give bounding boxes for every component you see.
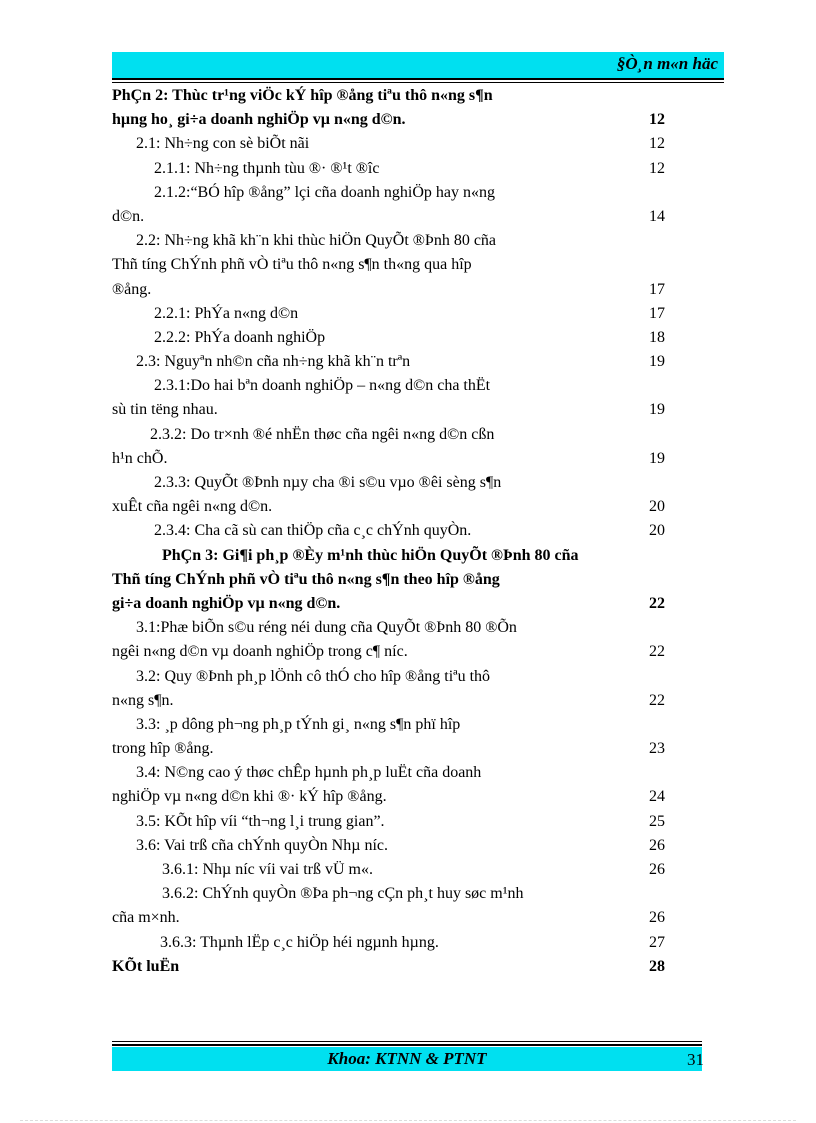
toc-entry-text: n«ng s¶n. [112,691,174,709]
toc-entry [112,592,712,616]
toc-entry-text: trong hîp ®ång. [112,740,214,758]
toc-entry [112,205,712,229]
toc-entry [112,302,712,326]
toc-entry-text: gi÷a doanh nghiÖp vµ n«ng d©n. [112,594,341,612]
toc-entry-text: KÕt luËn [112,957,180,975]
toc-entry [112,761,712,785]
toc-entry [112,931,712,955]
toc-entry-text: 2.1: Nh÷ng con sè biÕt nãi [136,135,310,153]
toc-entry-page: 20 [649,498,665,516]
toc-entry [112,374,712,398]
header-rule [112,78,724,80]
toc-entry-page: 14 [649,207,665,225]
toc-entry-page: 22 [649,594,665,612]
toc-entry [112,640,712,664]
toc-entry [112,568,712,592]
toc-entry-text: 2.3.1:Do hai bªn doanh nghiÖp – n«ng d©n cha thËt [154,377,491,395]
toc-entry-page: 26 [649,836,665,854]
toc-entry [112,665,712,689]
toc-entry-page: 20 [649,522,665,540]
toc-entry-text: xuÊt cña ngêi n«ng d©n. [112,498,273,516]
toc-entry [112,858,712,882]
page-number: 31 [687,1050,704,1069]
toc-entry-text: 2.2: Nh÷ng khã kh¨n khi thùc hiÖn QuyÕt ®Þnh 80 cña [136,232,497,250]
toc-entry-text: 3.3: ¸p dông ph¬ng ph¸p tÝnh gi¸ n«ng s¶n phï hîp [136,715,461,733]
toc-entry-text: 2.1.2:“BÓ hîp ®ång” lçi cña doanh nghiÖp hay n«ng [154,183,495,201]
page-edge-divider [20,1120,796,1121]
toc-entry-text: hµng ho¸ gi÷a doanh nghiÖp vµ n«ng d©n. [112,111,406,129]
toc-entry-text: PhÇn 3: Gi¶i ph¸p ®Èy m¹nh thùc hiÖn QuyÕt ®Þnh 80 cña [162,546,579,564]
toc-entry-page: 26 [649,909,665,927]
toc-entry-page: 19 [649,449,665,467]
toc-entry [112,810,712,834]
toc-entry-page: 19 [649,353,665,371]
toc-entry [112,326,712,350]
toc-entry-page: 22 [649,643,665,661]
toc-entry [112,737,712,761]
toc-entry-page: 17 [649,304,665,322]
toc-entry [112,108,712,132]
toc-entry-text: 3.6.1: Nhµ níc víi vai trß vÜ m«. [162,861,373,878]
toc-entry-text: 3.6.3: Thµnh lËp c¸c hiÖp héi ngµnh hµng. [160,933,439,951]
toc-entry-text: PhÇn 2: Thùc tr¹ng viÖc kÝ hîp ®ång tiªu thô n«ng s¶n [112,87,493,104]
toc-entry-text: 3.6.2: ChÝnh quyÒn ®Þa ph¬ng cÇn ph¸t huy søc m¹nh [162,885,524,903]
toc-entry [112,229,712,253]
toc-entry [112,689,712,713]
toc-entry-page: 26 [649,861,665,878]
toc-entry-text: cña m×nh. [112,909,180,927]
toc-entry [112,157,712,181]
toc-entry [112,471,712,495]
toc-entry-text: d©n. [112,207,145,225]
toc-entry [112,84,712,108]
toc-entry [112,834,712,858]
toc-entry-page: 12 [649,159,665,177]
toc-entry-text: 2.3: Nguyªn nh©n cña nh÷ng khã kh¨n trªn [136,353,411,371]
header-band [112,52,724,78]
toc-entry-text: ngêi n«ng d©n vµ doanh nghiÖp trong c¶ níc. [112,643,408,661]
toc-entry-page: 27 [649,933,665,951]
toc-entry-text: 3.4: N©ng cao ý thøc chÊp hµnh ph¸p luËt cña doanh [136,764,482,782]
toc-entry-page: 23 [649,740,665,758]
toc-entry [112,906,712,930]
toc-entry [112,253,712,277]
header-rule-thin [112,82,724,83]
toc-entry [112,398,712,422]
toc-entry-page: 12 [649,135,665,153]
toc-entry [112,132,712,156]
toc-entry [112,423,712,447]
toc-entry [112,616,712,640]
toc-entry-text: 2.1.1: Nh÷ng thµnh tùu ®· ®¹t ®îc [154,159,380,177]
toc-entry [112,955,712,979]
toc-entry-page: 22 [649,691,665,709]
toc-entry-text: ®ång. [112,280,152,298]
footer-department: Khoa: KTNN & PTNT [327,1049,487,1068]
toc-entry-page: 19 [649,401,665,419]
toc-entry-text: 2.2.1: PhÝa n«ng d©n [154,304,299,322]
toc-entry-text: Thñ tíng ChÝnh phñ vÒ tiªu thô n«ng s¶n th«ng qua hîp [112,256,472,274]
toc-entry [112,882,712,906]
toc-entry-text: 2.3.3: QuyÕt ®Þnh nµy cha ®i s©u vµo ®êi sèng s¶n [154,474,502,491]
toc-entry-text: 3.2: Quy ®Þnh ph¸p lÖnh cô thÓ cho hîp ®ång tiªu thô [136,667,491,685]
toc-entry-text: h¹n chÕ. [112,449,168,467]
toc-entry [112,447,712,471]
toc-entry-page: 12 [649,111,665,129]
toc-entry-text: sù tin tëng nhau. [112,401,218,419]
toc-entry-text: 3.5: KÕt hîp víi “th¬ng l¸i trung gian”. [136,812,385,830]
toc-entry [112,785,712,809]
toc-entry-text: 2.2.2: PhÝa doanh nghiÖp [154,328,326,346]
toc-entry-text: 2.3.4: Cha cã sù can thiÖp cña c¸c chÝnh quyÒn. [154,522,472,540]
toc-entry-text: 2.3.2: Do tr×nh ®é nhËn thøc cña ngêi n«ng d©n cßn [150,425,495,443]
toc-entry-page: 18 [649,328,665,346]
footer-band [112,1047,702,1071]
toc-entry-page: 28 [649,957,665,975]
toc-entry [112,519,712,543]
toc-entry-text: 3.1:Phæ biÕn s©u réng néi dung cña QuyÕt ®Þnh 80 ®Õn [136,619,517,637]
toc-entry-text: nghiÖp vµ n«ng d©n khi ®· kÝ hîp ®ång. [112,788,387,806]
toc-entry [112,495,712,519]
table-of-contents [112,84,712,979]
toc-entry [112,278,712,302]
footer-rule-thin [112,1041,702,1042]
toc-entry [112,350,712,374]
toc-entry-page: 25 [649,812,665,830]
toc-entry [112,181,712,205]
toc-entry-text: 3.6: Vai trß cña chÝnh quyÒn Nhµ níc. [136,836,388,854]
toc-entry [112,544,712,568]
toc-entry-page: 24 [649,788,665,806]
footer-rule [112,1044,702,1046]
header-title: §Ò¸n m«n häc [616,54,718,73]
toc-entry [112,713,712,737]
toc-entry-page: 17 [649,280,665,298]
toc-entry-text: Thñ tíng ChÝnh phñ vÒ tiªu thô n«ng s¶n theo hîp ®ång [112,570,500,588]
